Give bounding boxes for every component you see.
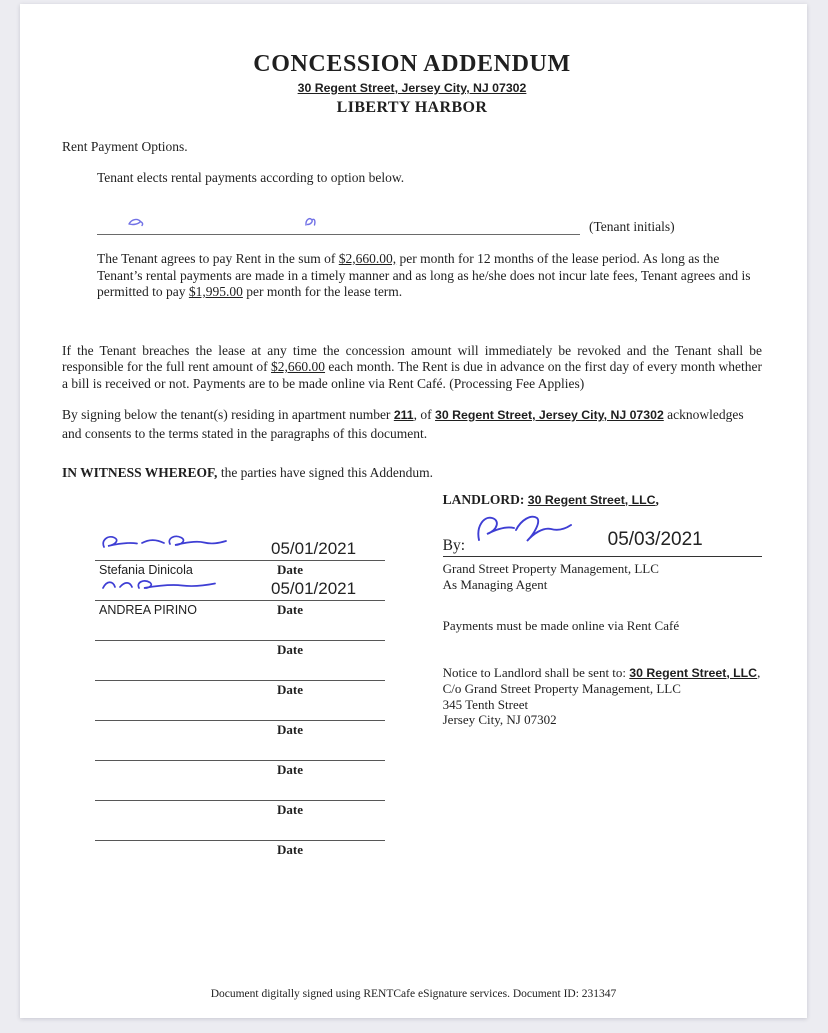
notice-street-line: 345 Tenth Street xyxy=(442,696,529,712)
date-label: Date xyxy=(277,681,303,697)
empty-signature-row xyxy=(95,694,385,737)
tenant1-printed-name: Stefania Dinicola xyxy=(99,562,193,577)
signature-line xyxy=(95,800,385,801)
notice-block xyxy=(443,665,762,728)
rent-amount: $2,660.00, xyxy=(338,251,397,266)
managing-agent-role: As Managing Agent xyxy=(442,576,548,592)
tenant-initial-mark xyxy=(127,216,145,233)
signature-line xyxy=(95,760,385,761)
tenant2-signature xyxy=(99,576,221,599)
management-company: Grand Street Property Management, LLC xyxy=(442,561,659,576)
empty-signature-row xyxy=(95,814,385,857)
signature-section xyxy=(62,491,762,857)
signature-line xyxy=(95,720,385,721)
text-run: Notice to Landlord shall be sent to: xyxy=(442,664,630,680)
signature-line xyxy=(95,640,385,641)
esignature-footer: Document digitally signed using RENTCafe eSignature services. Document ID: 231347 xyxy=(210,987,617,1000)
date-label: Date xyxy=(277,561,303,577)
document-page xyxy=(20,4,807,1018)
text-run: the parties have signed this Addendum. xyxy=(217,465,434,480)
signature-line xyxy=(95,560,385,561)
text-run: The Tenant agrees to pay Rent in the sum of xyxy=(97,251,339,266)
tenant-initial-mark xyxy=(303,216,317,233)
text-run: , of xyxy=(413,407,436,422)
date-label: Date xyxy=(277,641,303,657)
tenant2-date-stamp: 05/01/2021 xyxy=(271,578,357,598)
witness-bold: IN WITNESS WHEREOF, xyxy=(62,465,218,480)
landlord-column xyxy=(443,492,762,854)
notice-landlord-name: 30 Regent Street, LLC xyxy=(629,665,758,680)
text-run: , xyxy=(757,664,761,680)
payments-note: Payments must be made online via Rent Café xyxy=(442,618,680,633)
landlord-date-stamp: 05/03/2021 xyxy=(607,528,703,550)
tenant1-date-stamp: 05/01/2021 xyxy=(271,538,357,558)
text-run: per month for the lease term. xyxy=(242,284,403,299)
date-label: Date xyxy=(277,841,303,857)
section-label: Rent Payment Options. xyxy=(62,139,188,154)
apartment-number: 211 xyxy=(393,408,414,422)
empty-signature-row xyxy=(95,654,385,697)
signature-line xyxy=(95,840,385,841)
text-run: By signing below the tenant(s) residing in apartment number xyxy=(62,407,394,422)
text-run: each month. The Rent is due in advance on the first day of every month whether a bill is received or not. Payments are to be made online via Rent Café. (Processing Fee Applies) xyxy=(62,359,762,391)
document-content xyxy=(20,4,807,1018)
date-label: Date xyxy=(277,761,303,777)
date-label: Date xyxy=(277,601,303,617)
witness-clause xyxy=(62,465,762,482)
text-run: , xyxy=(655,491,659,507)
notice-co-line: C/o Grand Street Property Management, LLC xyxy=(442,681,681,696)
tenant1-signature xyxy=(99,532,231,559)
paragraph-rent-agreement xyxy=(97,251,763,301)
text-run: acknowledges and consents to the terms stated in the paragraphs of this document. xyxy=(62,407,744,441)
concession-amount: $1,995.00 xyxy=(188,284,243,299)
landlord-name-line xyxy=(443,492,762,509)
notice-city-line: Jersey City, NJ 07302 xyxy=(442,712,557,727)
text-run: If the Tenant breaches the lease at any time the concession amount will immediately be revoked and the Tenant shall be responsible for the full rent amount of xyxy=(62,342,762,374)
elects-line: Tenant elects rental payments according to option below. xyxy=(97,169,405,185)
date-label: Date xyxy=(277,721,303,737)
tenant-initials-label: (Tenant initials) xyxy=(589,218,675,234)
text-run: per month for 12 months of the lease period. As long as the Tenant’s rental payments are made in a timely manner and as long as he/she does not incur late fees, Tenant agrees and is permitted to pay xyxy=(97,251,751,299)
tenant-signature-row xyxy=(95,534,385,577)
empty-signature-row xyxy=(95,774,385,817)
empty-signature-row xyxy=(95,614,385,657)
landlord-signature xyxy=(473,511,575,554)
document-title: CONCESSION ADDENDUM xyxy=(253,51,571,77)
by-label: By: xyxy=(442,536,466,554)
signature-line xyxy=(95,680,385,681)
document-address: 30 Regent Street, Jersey City, NJ 07302 xyxy=(297,81,527,95)
building-address: 30 Regent Street, Jersey City, NJ 07302 xyxy=(435,408,664,422)
tenant2-printed-name: ANDREA PIRINO xyxy=(99,602,197,617)
landlord-label: LANDLORD: xyxy=(442,491,528,507)
tenant-signature-column xyxy=(95,492,385,857)
managing-agent-block xyxy=(443,561,762,592)
tenant-signature-row xyxy=(95,574,385,617)
paragraph-signing xyxy=(62,406,752,443)
tenant-initials-row xyxy=(97,216,762,235)
full-rent-amount: $2,660.00 xyxy=(271,359,326,374)
tenant-initials-line xyxy=(97,216,580,235)
paragraph-breach xyxy=(62,343,762,393)
landlord-name: 30 Regent Street, LLC xyxy=(527,492,656,507)
signature-line xyxy=(95,600,385,601)
landlord-by-row xyxy=(443,508,762,557)
empty-signature-row xyxy=(95,734,385,777)
date-label: Date xyxy=(277,801,303,817)
property-name: LIBERTY HARBOR xyxy=(336,98,488,116)
notice-line xyxy=(443,665,762,682)
